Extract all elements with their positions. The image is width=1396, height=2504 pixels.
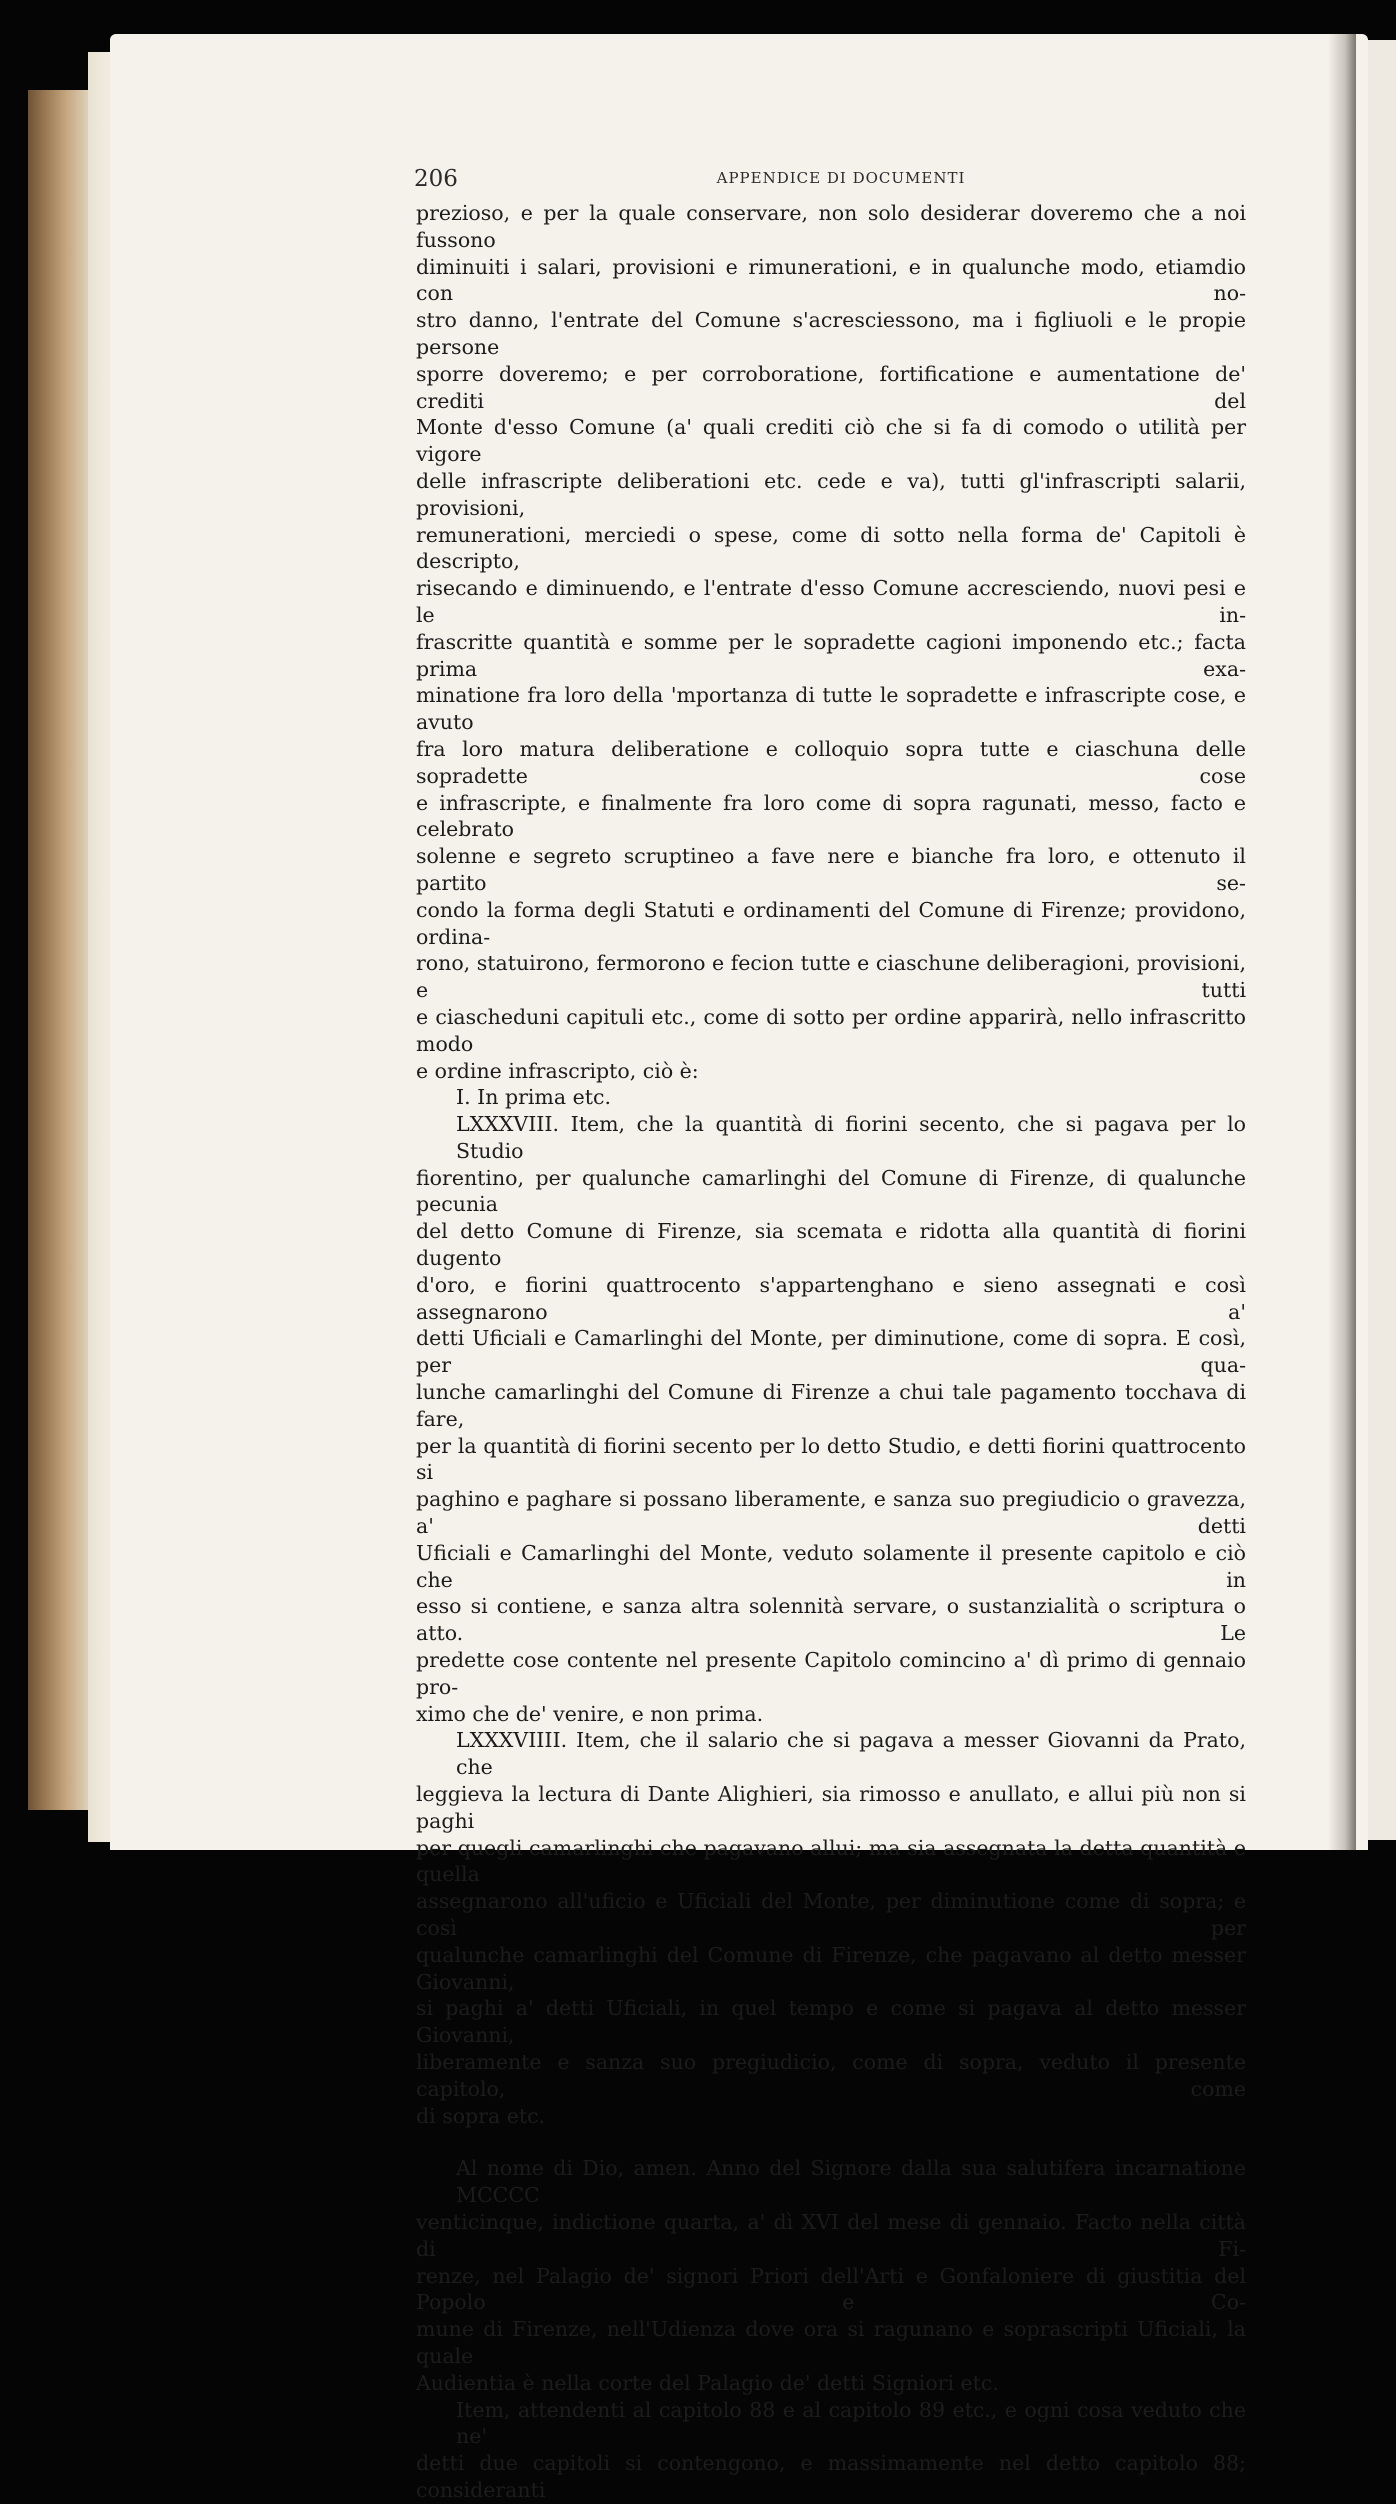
body-text (416, 200, 1246, 2504)
text-line: fiorentino, per qualunche camarlinghi del Comune di Firenze, di qualunche pecunia (416, 1165, 1246, 1217)
paragraph-gap (416, 2129, 1246, 2155)
text-line: solenne e segreto scruptineo a fave nere e bianche fra loro, e ottenuto il partito se- (416, 844, 1246, 895)
text-line: sporre doveremo; e per corroboratione, fortificatione e aumentatione de' crediti del (416, 361, 1246, 413)
text-line: e ordine infrascripto, ciò è: (416, 1058, 699, 1083)
text-line: detti due capitoli si contengono, e massimamente nel detto capitolo 88; consideranti (416, 2451, 1246, 2502)
text-line: per quegli camarlinghi che pagavano allui; ma sia assegnata la detta quantità e quella (416, 1835, 1246, 1887)
text-line: delle infrascripte deliberationi etc. cede e va), tutti gl'infrascripti salarii, provisioni, (416, 468, 1246, 520)
text-line: renze, nel Palagio de' signori Priori dell'Arti e Gonfaloniere di giustitia del Popolo e Co- (416, 2263, 1246, 2315)
text-line: lunche camarlinghi del Comune di Firenze a chui tale pagamento tocchava di fare, (416, 1380, 1246, 1431)
running-title: APPENDICE DI DOCUMENTI (716, 169, 966, 187)
text-line: Al nome di Dio, amen. Anno del Signore dalla sua salutifera incarnatione MCCCC (456, 2156, 1246, 2208)
text-line: remunerationi, merciedi o spese, come di sotto nella forma de' Capitoli è descripto, (416, 522, 1246, 574)
text-line: fra loro matura deliberatione e colloquio sopra tutte e ciaschuna delle sopradette cose (416, 736, 1246, 788)
text-line: del detto Comune di Firenze, sia scemata e ridotta alla quantità di fiorini dugento (416, 1219, 1246, 1271)
text-line: Audientia è nella corte del Palagio de' detti Signiori etc. (416, 2370, 999, 2395)
text-line: d'oro, e fiorini quattrocento s'appartenghano e sieno assegnati e così assegnarono a' (416, 1272, 1246, 1324)
text-line: stro danno, l'entrate del Comune s'acresciessono, ma i figliuoli e le propie persone (416, 308, 1246, 359)
text-line: minatione fra loro della 'mportanza di tutte le sopradette e infrascripte cose, e avuto (416, 683, 1246, 735)
text-line: qualunche camarlinghi del Comune di Firenze, che pagavano al detto messer Giovanni, (416, 1942, 1246, 1994)
text-line: Monte d'esso Comune (a' quali crediti ciò che si fa di comodo o utilità per vigore (416, 415, 1246, 467)
text-line: liberamente e sanza suo pregiudicio, come di sopra, veduto il presente capitolo, come (416, 2049, 1246, 2101)
text-line: esso si contiene, e sanza altra solennità servare, o sustanzialità o scriptura o atto. Le (416, 1594, 1246, 1646)
text-line: e infrascripte, e finalmente fra loro come di sopra ragunati, messo, facto e celebrato (416, 790, 1246, 842)
text-line: rono, statuirono, fermorono e fecion tutte e ciaschune deliberagioni, provisioni, e tutti (416, 951, 1246, 1003)
text-line: risecando e diminuendo, e l'entrate d'esso Comune accresciendo, nuovi pesi e le in- (416, 576, 1246, 627)
text-line: per la quantità di fiorini secento per lo detto Studio, e detti fiorini quattrocento si (416, 1433, 1246, 1485)
text-line: detti Uficiali e Camarlinghi del Monte, per diminutione, come di sopra. E così, per qua- (416, 1326, 1246, 1378)
text-line: paghino e paghare si possano liberamente, e sanza suo pregiudicio o gravezza, a' detti (416, 1487, 1246, 1539)
text-line: leggieva la lectura di Dante Alighieri, sia rimosso e anullato, e allui più non si paghi (416, 1782, 1246, 1833)
text-line: diminuiti i salari, provisioni e rimunerationi, e in qualunche modo, etiamdio con no- (416, 254, 1246, 306)
text-line: e ciascheduni capituli etc., come di sotto per ordine apparirà, nello infrascritto modo (416, 1004, 1246, 1056)
text-line: condo la forma degli Statuti e ordinamenti del Comune di Firenze; providono, ordina- (416, 897, 1246, 949)
text-line: di sopra etc. (416, 2103, 546, 2128)
page-number: 206 (414, 166, 458, 192)
text-line: mune di Firenze, nell'Udienza dove ora si ragunano e soprascripti Uficiali, la quale (416, 2317, 1246, 2368)
text-line: Uficiali e Camarlinghi del Monte, veduto solamente il presente capitolo e ciò che in (416, 1540, 1246, 1592)
text-line: Item, attendenti al capitolo 88 e al capitolo 89 etc., e ogni cosa veduto che ne' (456, 2397, 1246, 2449)
text-line: frascritte quantità e somme per le sopradette cagioni imponendo etc.; facta prima exa- (416, 629, 1246, 681)
text-line: si paghi a' detti Uficiali, in quel tempo e come si pagava al detto messer Giovanni, (416, 1996, 1246, 2048)
text-line: assegnarono all'uficio e Uficiali del Monte, per diminutione come di sopra; e così per (416, 1889, 1246, 1940)
text-line: venticinque, indictione quarta, a' dì XVI del mese di gennaio. Facto nella città di Fi- (416, 2209, 1246, 2261)
chapter-line: LXXXVIIII. Item, che il salario che si pagava a messer Giovanni da Prato, che (456, 1728, 1246, 1780)
chapter-line: LXXXVIII. Item, che la quantità di fiorini secento, che si pagava per lo Studio (456, 1112, 1246, 1163)
text-line: ximo che de' venire, e non prima. (416, 1701, 764, 1726)
page-header (414, 166, 1268, 196)
chapter-line: I. In prima etc. (456, 1085, 611, 1110)
book-gutter (1328, 34, 1356, 1850)
text-line: predette cose contente nel presente Capitolo comincino a' dì primo di gennaio pro- (416, 1648, 1246, 1699)
text-line: prezioso, e per la quale conservare, non solo desiderar doveremo che a noi fussono (416, 201, 1246, 252)
